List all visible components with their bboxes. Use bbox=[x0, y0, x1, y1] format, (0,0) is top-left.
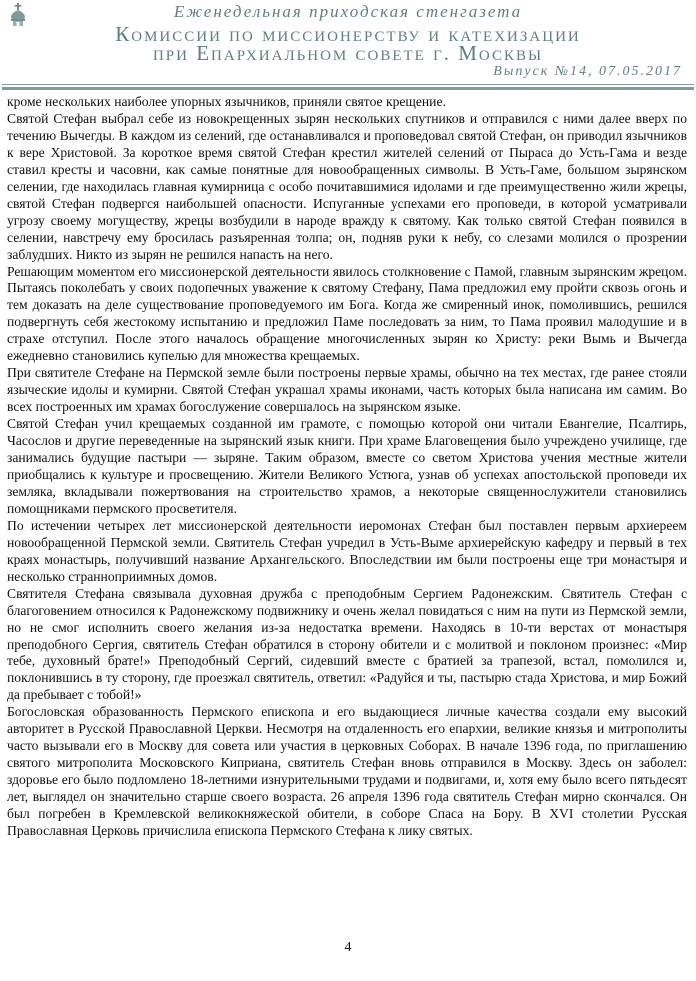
paragraph: Святой Стефан выбрал себе из новокрещенных зырян нескольких спутников и отправился с ними далее вверх по течению Вычегды. В каждом из селений, где останавливался и проповедовал святой Стефан, он приводил язычников к вере Христовой. За короткое время святой Стефан крестил жителей селений от Пыраса до Усть-Гама и везде ставил кресты и часовни, как самые понятные для новообращенных символы. В Усть-Гаме, большом зырянском селении, где находилась главная кумирница с особо почитавшимися идолами и где преимущественно жили жрецы, святой Стефан подвергся наибольшей опасности. Испуганные успехами его проповеди, в которой усматривали угрозу своему могуществу, жрецы возбудили в народе вражду к святому. Как только святой Стефан появился в селении, навстречу ему бросилась разъяренная толпа; он, подняв руки к небу, со слезами молился о прозрении заблудших. Никто из зырян не решился напасть на него. bbox=[7, 110, 687, 262]
masthead-subtitle: Комиссии по миссионерству и катехизации bbox=[115, 22, 581, 46]
paragraph: Святителя Стефана связывала духовная дружба с преподобным Сергием Радонежским. Святитель Стефан с благоговением относился к Радонежскому подвижнику и очень желал повидаться с ним на пути из Пермской земли, но не смог исполнить своего желания из-за недостатка времени. Находясь в 10-ти верстах от монастыря преподобного Сергия, святитель Стефан обратился в сторону обители и с молитвой и поклоном произнес: «Мир тебе, духовный брате!» Преподобный Сергий, сидевший вместе с братией за трапезой, встал, помолился и, поклонившись в ту сторону, где проезжал святитель, ответил: «Радуйся и ты, пастырю стада Христова, и мир Божий да пребывает с тобой!» bbox=[7, 585, 687, 703]
paragraph: Решающим моментом его миссионерской деятельности явилось столкновение с Памой, главным зырянским жрецом. Пытаясь поколебать у своих подопечных уважение к святому Стефану, Пама предложил ему пройти сквозь огонь и тем доказать на деле существование проповедуемого им Бога. Когда же смиренный инок, помолившись, решился подвергнуть себя жестокому испытанию и предложил Паме последовать за ним, то Пама проявил малодушие и в страхе отступил. После этого началось обращение многочисленных зырян ко Христу: реки Вымь и Вычегда ежедневно становились купелью для множества крещаемых. bbox=[7, 263, 687, 364]
page-number: 4 bbox=[344, 940, 352, 955]
header-divider-thick bbox=[2, 87, 694, 90]
masthead-subtitle-2: при Епархиальном совете г. Москвы bbox=[152, 41, 544, 65]
paragraph: кроме нескольких наиболее упорных язычников, приняли святое крещение. bbox=[7, 94, 446, 109]
paragraph: По истечении четырех лет миссионерской деятельности иеромонах Стефан был поставлен первым архиереем новообращенной Пермской земли. Святитель Стефан учредил в Усть-Выме архиерейскую кафедру и первый в тех краях монастырь, получивший название Архангельского. Впоследствии им были построены еще три монастыря и несколько странноприимных домов. bbox=[7, 517, 687, 584]
paragraph: При святителе Стефане на Пермской земле были построены первые храмы, обычно на тех местах, где ранее стояли языческие идолы и кумирни. Святой Стефан украшал храмы иконами, часть которых была написана им самим. Во всех построенных им храмах богослужение совершалось на зырянском языке. bbox=[7, 365, 687, 415]
paragraph: Богословская образованность Пермского епископа и его выдающиеся личные качества создали ему высокий авторитет в Русской Православной Церкви. Несмотря на отдаленность его епархии, великие князья и митрополиты часто вызывали его в Москву для совета или участия в церковных Соборах. В начале 1396 года, по приглашению святого митрополита Московского Киприана, святитель Стефан вновь отправился в Москву. Здесь он заболел: здоровье его было подломлено 18-летними изнурительными трудами и подвигами, и, хотя ему было всего пятьдесят лет, выглядел он значительно старше своего возраста. 26 апреля 1396 года святитель Стефан мирно скончался. Он был погребен в Кремлевской великокняжеской обители, в соборе Спаса на Бору. В XVI столетии Русская Православная Церковь причислила епископа Пермского Стефана к лику святых. bbox=[7, 704, 687, 838]
article-body bbox=[7, 94, 687, 840]
header-divider-thin bbox=[2, 84, 694, 85]
issue-info: Выпуск №14, 07.05.2017 bbox=[493, 64, 682, 79]
paragraph: Святой Стефан учил крещаемых созданной им грамоте, с помощью которой они читали Евангелие, Псалтирь, Часослов и другие переведенные на зырянский язык книги. При храме Благовещения было учреждено училище, где занимались будущие пастыри — зыряне. Таким образом, вместе со светом Христова учения местные жители приобщались к культуре и просвещению. Жители Великого Устюга, узнав об успехах апостольской проповеди их земляка, вкладывали пожертвования на строительство храмов, а некоторые священнослужители становились помощниками пермского просветителя. bbox=[7, 416, 687, 516]
masthead-title: Еженедельная приходская стенгазета bbox=[173, 2, 523, 21]
masthead bbox=[0, 0, 696, 92]
